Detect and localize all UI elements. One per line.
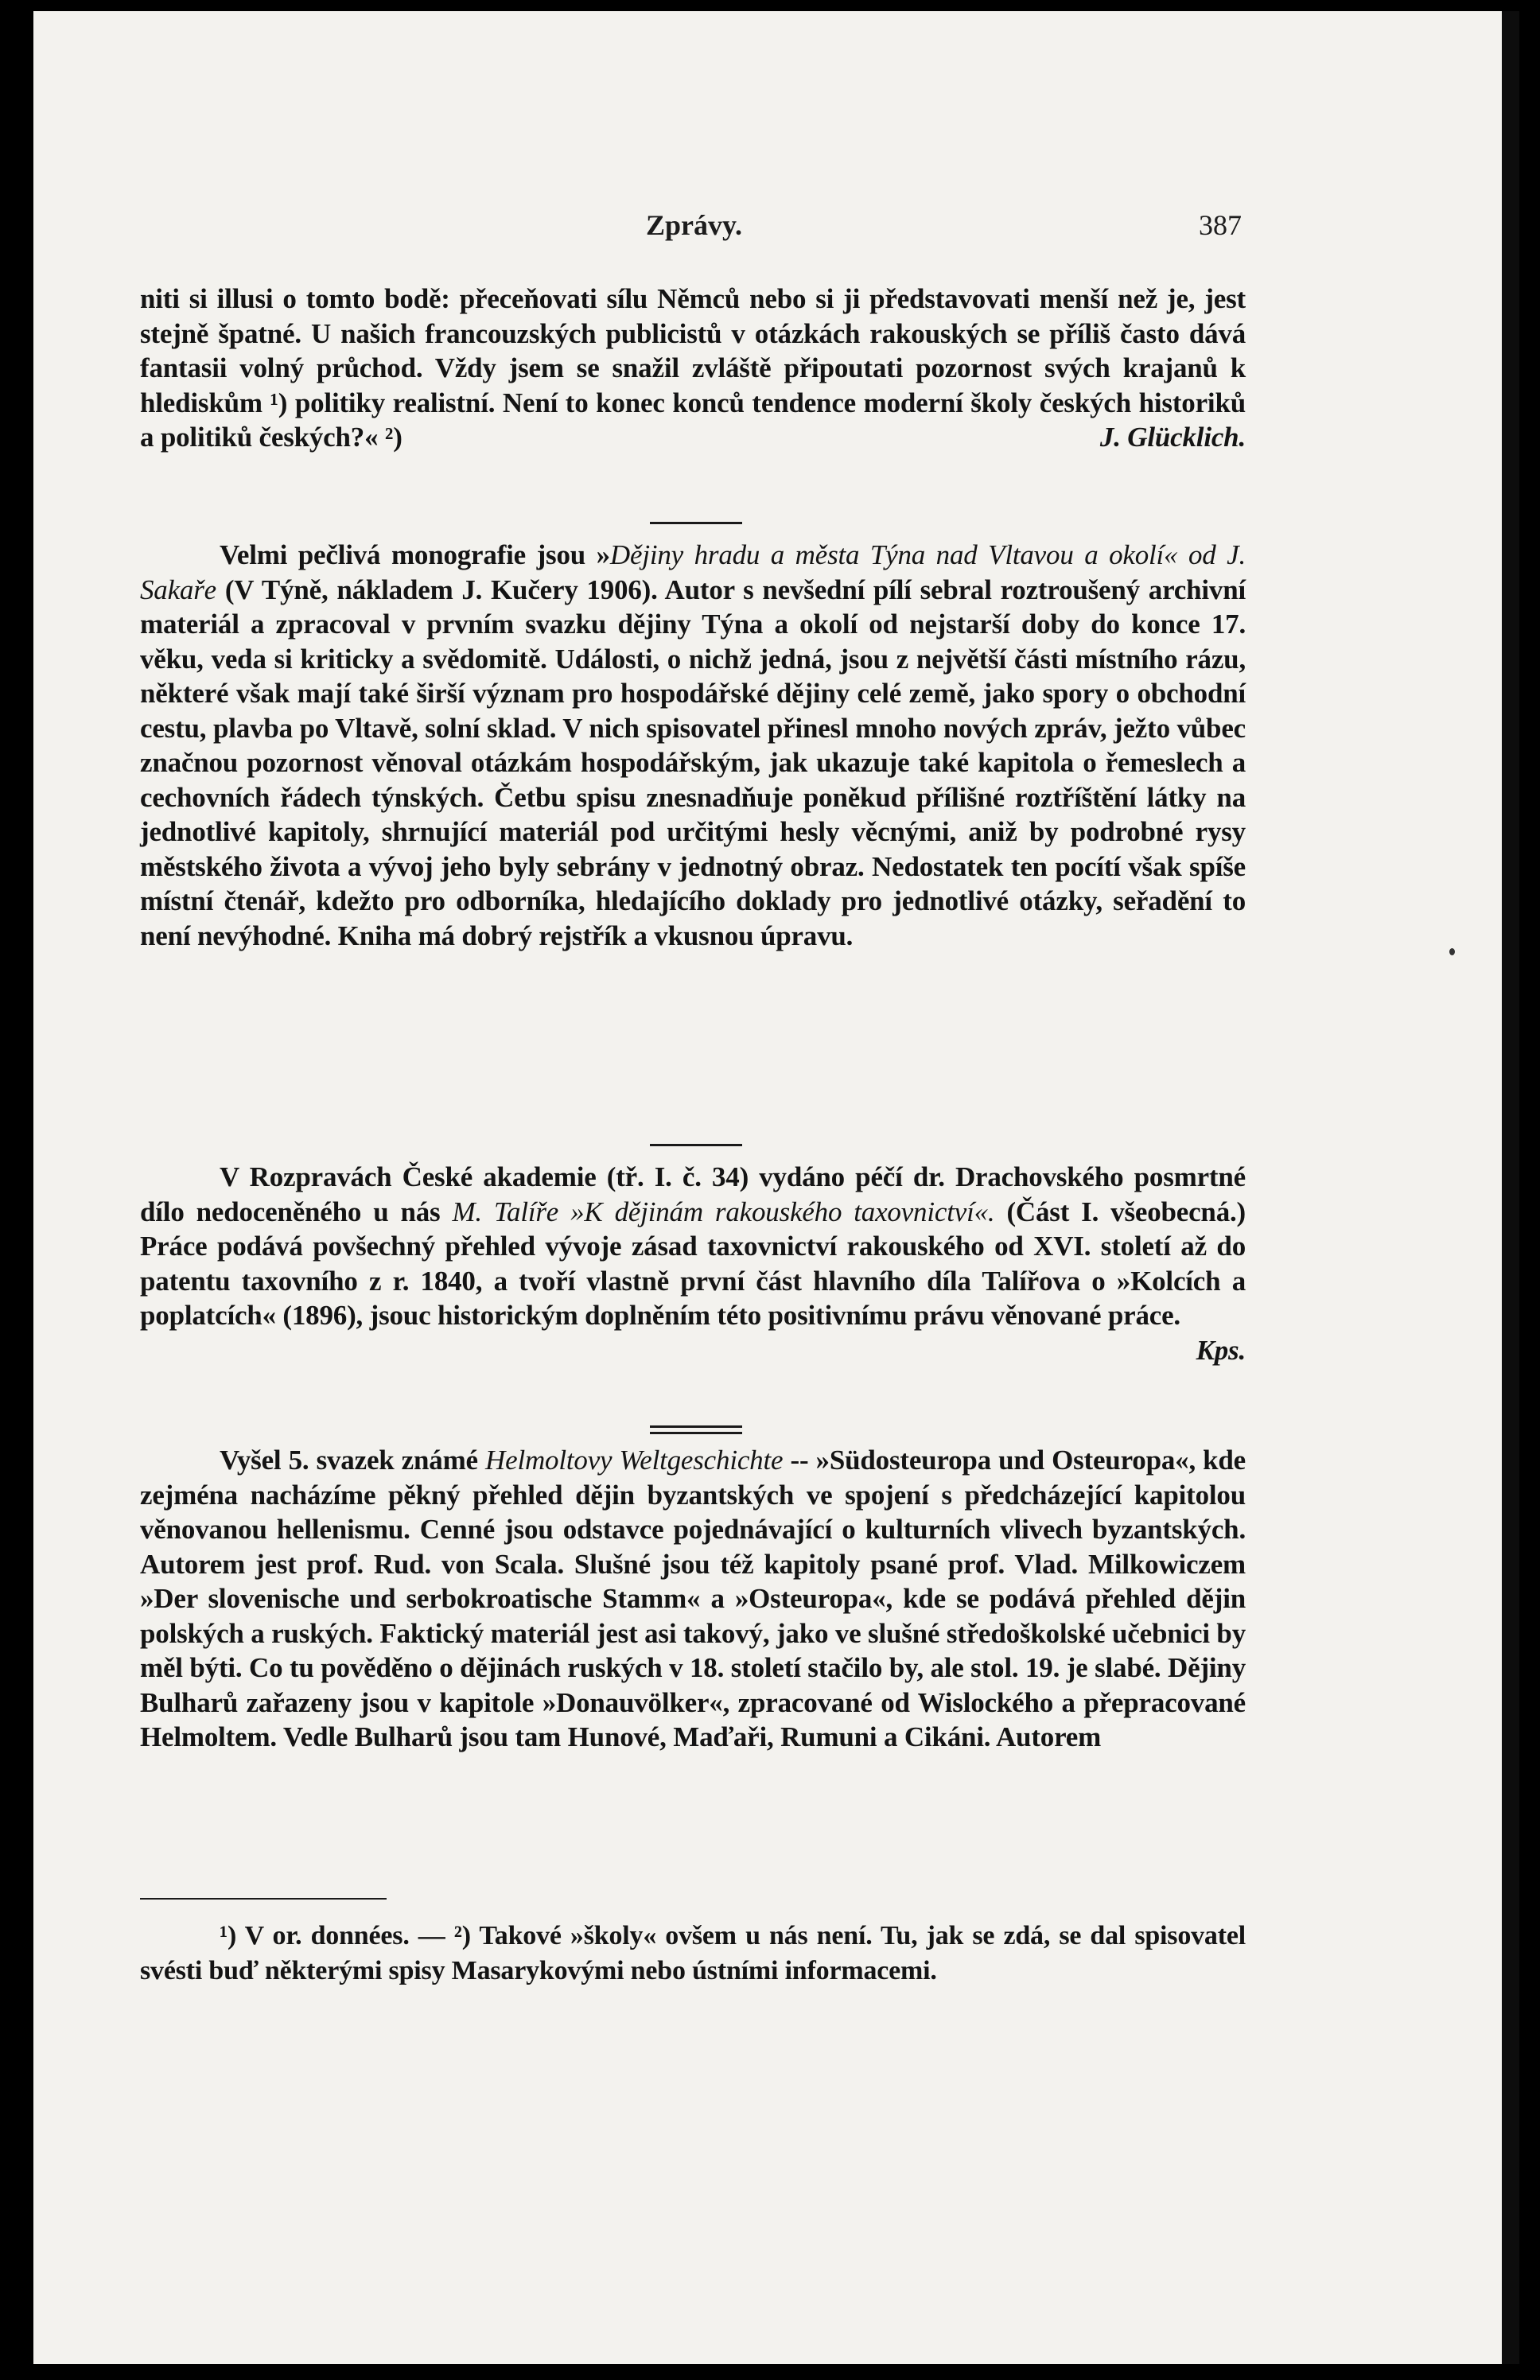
paragraph-glucklich: [140, 282, 1246, 455]
paragraph-text: (Část I. všeobecná.) Práce podává povšechný přehled vývoje zásad taxovnictví rakouského od XVI. století až do patentu taxovního z r. 1840, a tvoří vlastně první část hlavního díla Talířova o »Kolcích a poplatcích« (1896), jsouc historickým doplněním této positivnímu právu věnované práce.: [140, 1196, 1246, 1331]
section-divider: [650, 1144, 742, 1146]
paragraph-text: Vyšel 5. svazek známé: [220, 1445, 486, 1476]
header-title: Zprávy.: [646, 209, 743, 241]
paragraph-sakar-review: [140, 538, 1246, 953]
paragraph-talir-review: [140, 1160, 1246, 1367]
section-divider: [650, 1425, 742, 1428]
paragraph-text: V Rozpravách České akademie (tř. I. č. 34) vydáno péčí dr. Drachovského posmrtné dílo nedoceněného u nás: [140, 1161, 1246, 1227]
paragraph-text: -- »Südosteuropa und Osteuropa«, kde zejména nacházíme pěkný přehled dějin byzantských ve spojení s předcházející kapitolou věnovanou hellenismu. Cenné jsou odstavce pojednávající o kulturních vlivech byzantských. Autorem jest prof. Rud. von Scala. Slušné jsou též kapitoly psané prof. Vlad. Milkowiczem »Der slovenische und serbokroatische Stamm« a »Osteuropa«, kde se podává přehled dějin polských a ruských. Faktický materiál jest asi takový, jako ve slušné středoškolské učebnici by měl býti. Co tu pověděno o dějinách ruských v 18. století stačilo by, ale stol. 19. je slabé. Dějiny Bulharů zařazeny jsou v kapitole »Donauvölker«, zpracované od Wislockého a přepracované Helmoltem. Vedle Bulharů jsou tam Hunové, Maďaři, Rumuni a Cikáni. Autorem: [140, 1445, 1246, 1752]
section-divider: [650, 522, 742, 524]
footnote-text: ¹) V or. données. — ²) Takové »školy« ovšem u nás není. Tu, jak se zdá, se dal spisovatel svésti buď některými spisy Masarykovými nebo ústními informacemi.: [140, 1921, 1246, 1985]
book-title: M. Talíře »K dějinám rakouského taxovnictví«.: [452, 1196, 995, 1227]
footnotes: [140, 1919, 1246, 1988]
signature-kps: Kps.: [1196, 1334, 1246, 1366]
book-page: [33, 11, 1519, 2364]
margin-mark: [1449, 948, 1455, 955]
page-edge: [1502, 11, 1519, 2364]
footnote-divider: [140, 1898, 387, 1900]
paragraph-text: niti si illusi o tomto bodě: přeceňovati sílu Němců nebo si ji představovati menší než je, jest stejně špatné. U našich francouzských publicistů v otázkách rakouských se příliš často dává fantasii volný průchod. Vždy jsem se snažil zvláště připoutati pozornost svých krajanů k hlediskům ¹) politiky realistní. Není to konec konců tendence moderní školy českých historiků a politiků českých?« ²): [140, 283, 1246, 453]
signature-glucklich: J. Glücklich.: [1099, 422, 1246, 453]
paragraph-helmolt-review: [140, 1443, 1246, 1755]
book-title: Helmoltovy Weltgeschichte: [485, 1445, 784, 1476]
paragraph-text: Velmi pečlivá monografie jsou »: [220, 539, 610, 570]
section-divider: [650, 1432, 742, 1434]
book-title: Dějiny hradu a města Týna nad Vltavou a okolí« od J. Sakaře: [140, 539, 1246, 605]
running-header: [33, 208, 1519, 248]
paragraph-text: (V Týně, nákladem J. Kučery 1906). Autor s nevšední pílí sebral roztroušený archivní materiál a zpracoval v prvním svazku dějiny Týna a okolí od nejstarší doby do konce 17. věku, veda si kriticky a svědomitě. Události, o nichž jedná, jsou z největší části místního rázu, některé však mají také širší význam pro hospodářské dějiny celé země, jako spory o obchodní cestu, plavba po Vltavě, solní sklad. V nich spisovatel přinesl mnoho nových zpráv, ježto vůbec značnou pozornost věnoval otázkám hospodářským, jak ukazuje také kapitola o řemeslech a cechovních řádech týnských. Četbu spisu znesnadňuje poněkud přílišné roztříštění látky na jednotlivé kapitoly, shrnující materiál pod určitými hesly věcnými, aniž by podrobné rysy městského života a vývoj jeho byly sebrány v jednotný obraz. Nedostatek ten pocítí však spíše místní čtenář, kdežto pro odborníka, hledajícího doklady pro jednotlivé otázky, seřadění to není nevýhodné. Kniha má dobrý rejstřík a vkusnou úpravu.: [140, 574, 1246, 951]
page-number: 387: [1199, 209, 1242, 241]
